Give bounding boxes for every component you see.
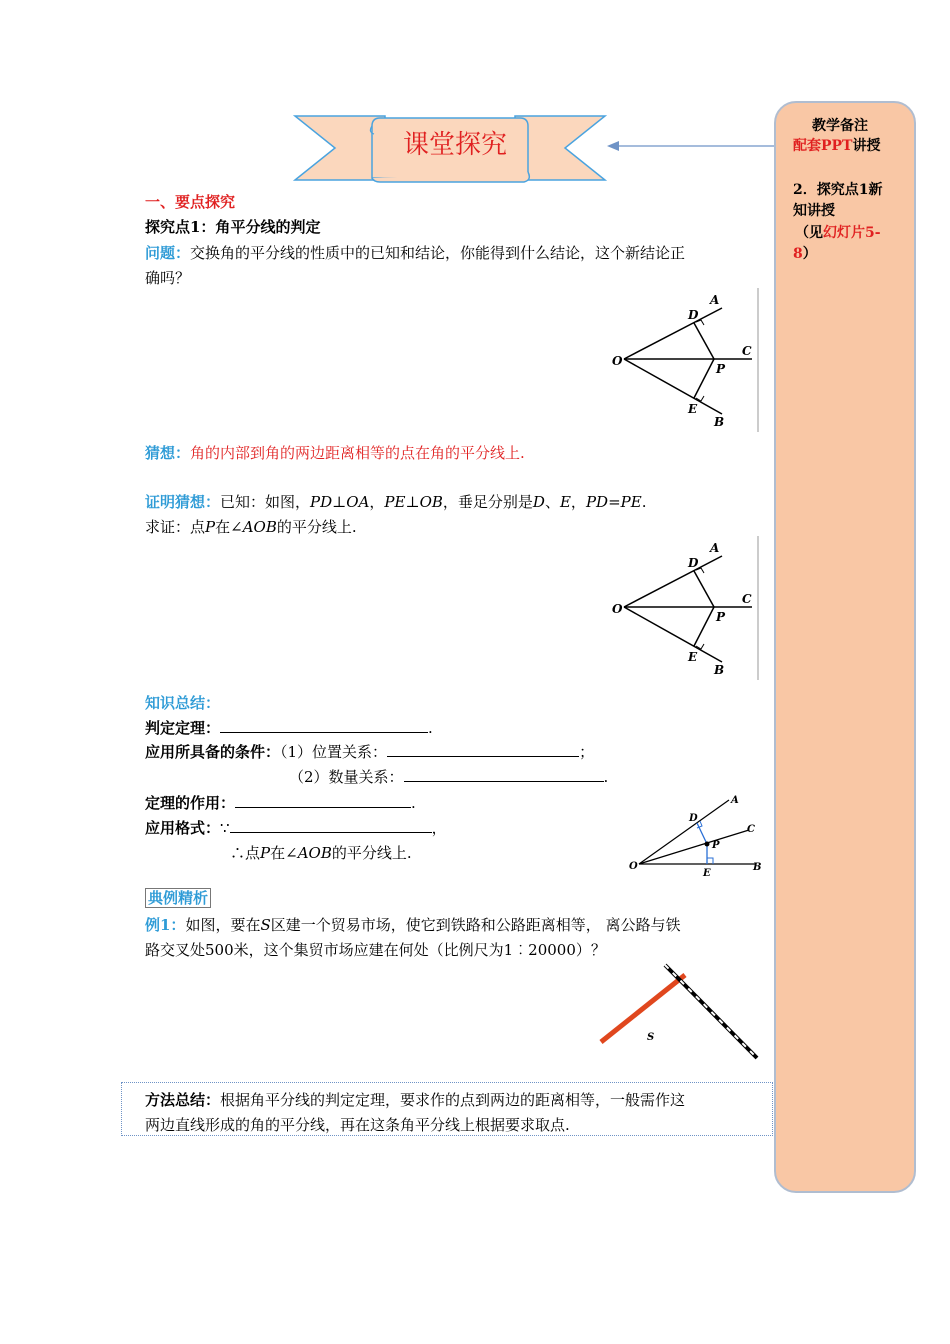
point-p xyxy=(705,842,710,847)
position-relation-blank[interactable] xyxy=(387,742,579,757)
ray-oa xyxy=(624,556,722,607)
label-p: P xyxy=(716,610,726,624)
summary-condition-1: 应用所具备的条件：（1）位置关系： ； xyxy=(145,743,595,761)
ray-oa xyxy=(639,800,729,864)
angle-bisector-figure-2 xyxy=(610,536,760,680)
label-a: A xyxy=(710,293,720,307)
summary-role: 定理的作用： . xyxy=(145,794,416,812)
label-p: P xyxy=(712,840,720,851)
section-title: 一、要点探究 xyxy=(145,193,236,211)
angle-bisector-figure-1 xyxy=(610,288,760,432)
question-line-1: 问题：交换角的平分线的性质中的已知和结论，你能得到什么结论，这个新结论正 xyxy=(145,244,686,262)
example-line-2: 路交叉处500米，这个集贸市场应建在何处（比例尺为1︰20000）？ xyxy=(145,941,606,959)
sidebar-heading: 教学备注 xyxy=(812,118,868,134)
summary-title: 知识总结： xyxy=(145,694,221,712)
label-d: D xyxy=(688,556,699,570)
method-line-2: 两边直线形成的角的平分线，再在这条角平分线上根据要求取点. xyxy=(145,1116,570,1134)
segment-pd xyxy=(694,571,714,607)
sidebar-item-2-line2: 知讲授 xyxy=(793,203,835,219)
label-o: O xyxy=(612,354,623,368)
question-line-2: 确吗？ xyxy=(145,269,191,287)
road xyxy=(601,975,685,1042)
right-angle-mark-e xyxy=(707,858,713,864)
banner-title: 课堂探究 xyxy=(402,130,507,160)
summary-therefore: ∴点P在∠AOB的平分线上. xyxy=(230,844,412,862)
segment-pe xyxy=(694,359,714,398)
sidebar-note-1: 配套PPT讲授 xyxy=(793,138,881,154)
label-a: A xyxy=(731,795,739,806)
angle-bisector-figure-3 xyxy=(625,790,765,876)
label-e: E xyxy=(688,650,698,664)
sidebar-item-2-line1: 2．探究点1新 xyxy=(793,182,883,198)
proof-given: 证明猜想：已知：如图，PD⊥OA，PE⊥OB，垂足分别是D、E，PD=PE. xyxy=(145,493,647,511)
label-c: C xyxy=(742,592,752,606)
label-p: P xyxy=(716,362,726,376)
segment-pe xyxy=(694,607,714,646)
example-section-label: 典例精析 xyxy=(145,888,211,908)
segment-pd xyxy=(694,323,714,359)
summary-theorem: 判定定理： . xyxy=(145,719,433,737)
ray-ob xyxy=(624,359,722,414)
ray-oa xyxy=(624,308,722,359)
label-d: D xyxy=(689,813,698,824)
label-e: E xyxy=(703,868,711,876)
label-d: D xyxy=(688,308,699,322)
label-c: C xyxy=(747,824,755,835)
label-b: B xyxy=(753,862,762,873)
label-b: B xyxy=(714,415,725,429)
sidebar-item-2-line3: （见幻灯片5- xyxy=(795,225,881,241)
label-s: S xyxy=(647,1032,655,1043)
quantity-relation-blank[interactable] xyxy=(404,767,604,782)
label-a: A xyxy=(710,541,720,555)
role-blank[interactable] xyxy=(235,793,411,808)
pointer-arrow xyxy=(605,138,777,154)
method-line-1: 方法总结：根据角平分线的判定定理，要求作的点到两边的距离相等，一般需作这 xyxy=(145,1091,686,1109)
label-o: O xyxy=(612,602,623,616)
label-b: B xyxy=(714,663,725,677)
ray-oc xyxy=(639,830,749,864)
theorem-blank[interactable] xyxy=(220,718,428,733)
ray-ob xyxy=(624,607,722,662)
railway-road-figure xyxy=(595,962,765,1064)
format-blank[interactable] xyxy=(230,818,432,833)
sidebar-item-2-line4: 8） xyxy=(793,246,817,262)
label-o: O xyxy=(629,861,638,872)
summary-format: 应用格式：∵ ， xyxy=(145,819,447,837)
label-c: C xyxy=(742,344,752,358)
proof-prove: 求证：点P在∠AOB的平分线上. xyxy=(145,518,357,536)
label-e: E xyxy=(688,402,698,416)
point-1-title: 探究点1：角平分线的判定 xyxy=(145,218,321,236)
example-line-1: 例1：如图，要在S区建一个贸易市场，使它到铁路和公路距离相等， 离公路与铁 xyxy=(145,916,681,934)
conjecture: 猜想：角的内部到角的两边距离相等的点在角的平分线上. xyxy=(145,444,525,462)
summary-condition-2: （2）数量关系： . xyxy=(289,768,609,786)
